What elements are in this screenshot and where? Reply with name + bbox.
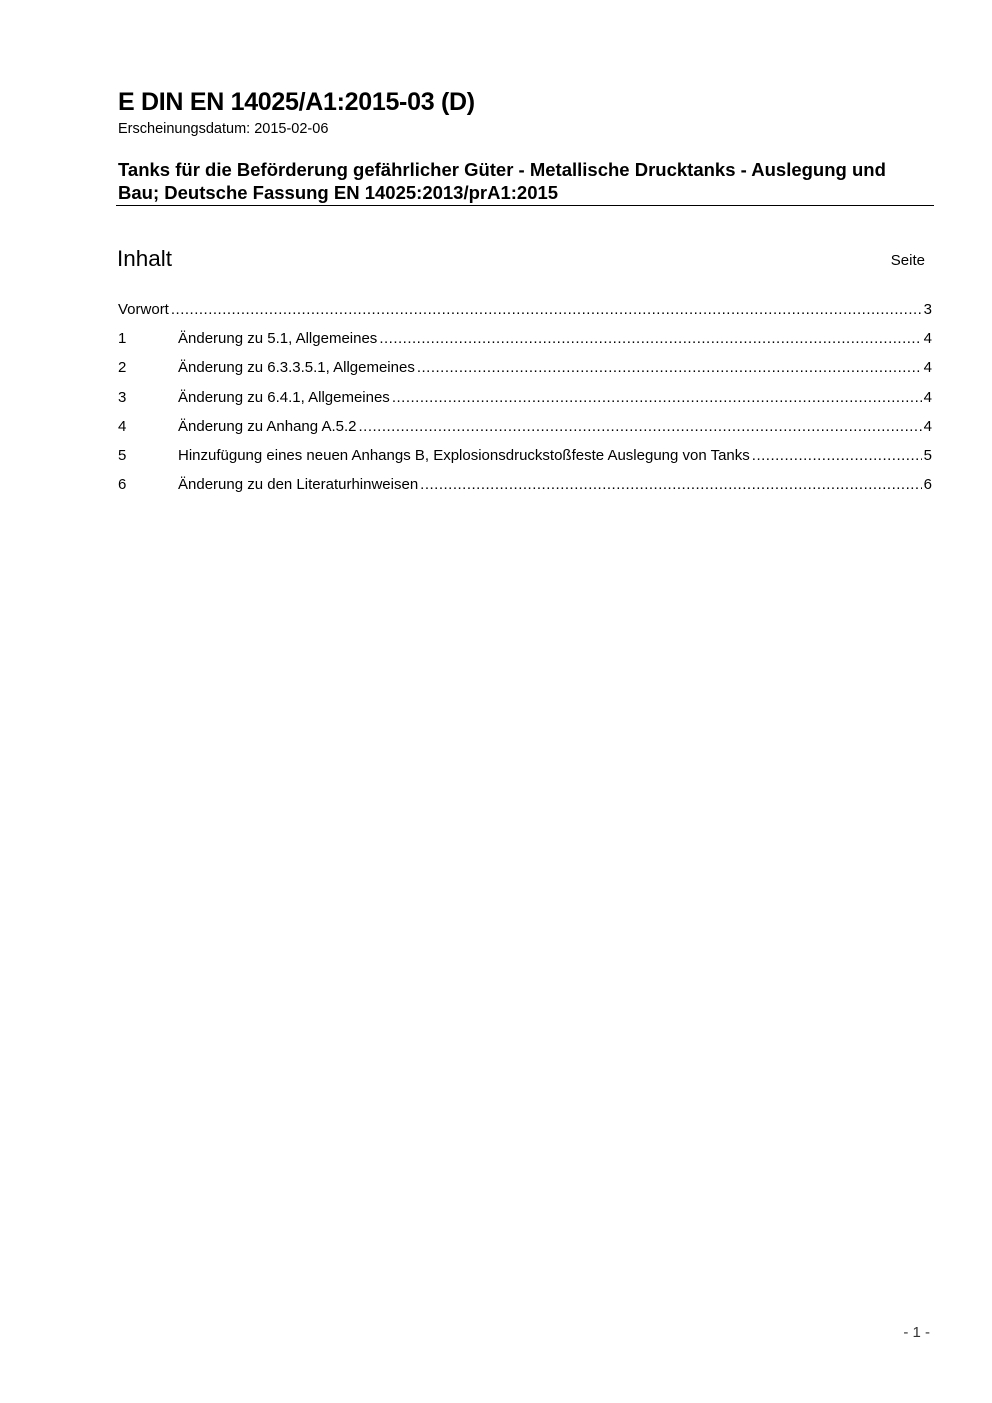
toc-entry-number: 4 — [118, 417, 127, 435]
toc-entry-number: 3 — [118, 388, 127, 406]
toc-entry-6[interactable] — [118, 476, 932, 505]
toc-entry-page: 4 — [923, 388, 932, 406]
toc-dot-leader — [379, 330, 921, 347]
toc-entry-5[interactable] — [118, 447, 932, 476]
publication-date: Erscheinungsdatum: 2015-02-06 — [118, 121, 329, 137]
toc-entry-text: Änderung zu den Literaturhinweisen — [178, 476, 419, 494]
toc-entry-2[interactable] — [118, 359, 932, 388]
page-number: - 1 - — [903, 1324, 930, 1341]
toc-entry-3[interactable] — [118, 389, 932, 418]
toc-entry-vorwort[interactable] — [118, 301, 932, 330]
table-of-contents — [118, 301, 932, 505]
toc-heading: Inhalt — [117, 246, 173, 271]
document-title: Tanks für die Beförderung gefährlicher Güter - Metallische Drucktanks - Auslegung und Bau; Deutsche Fassung EN 14025:2013/prA1:2015 — [118, 159, 886, 203]
document-id: E DIN EN 14025/A1:2015-03 (D) — [118, 88, 475, 116]
toc-dot-leader — [420, 476, 921, 493]
toc-entry-4[interactable] — [118, 418, 932, 447]
toc-entry-page: 3 — [923, 301, 932, 318]
toc-dot-leader — [392, 389, 922, 406]
toc-dot-leader — [171, 301, 922, 318]
toc-entry-number: 5 — [118, 446, 127, 464]
toc-dot-leader — [752, 447, 922, 464]
toc-entry-number: 2 — [118, 359, 127, 377]
toc-entry-page: 4 — [923, 330, 932, 348]
toc-entry-number: 6 — [118, 476, 127, 494]
toc-entry-text: Hinzufügung eines neuen Anhangs B, Explosionsdruckstoßfeste Auslegung von Tanks — [178, 446, 750, 464]
toc-entry-text: Änderung zu Anhang A.5.2 — [178, 417, 357, 435]
toc-entry-text: Änderung zu 5.1, Allgemeines — [178, 330, 378, 348]
toc-entry-number: 1 — [118, 330, 127, 348]
toc-entry-text: Vorwort — [118, 301, 169, 318]
toc-entry-1[interactable] — [118, 330, 932, 359]
toc-page-label: Seite — [890, 252, 925, 269]
toc-dot-leader — [417, 359, 922, 376]
toc-entry-page: 5 — [923, 446, 932, 464]
toc-entry-page: 4 — [923, 359, 932, 377]
toc-entry-text: Änderung zu 6.4.1, Allgemeines — [178, 388, 390, 406]
toc-dot-leader — [358, 418, 921, 435]
toc-entry-text: Änderung zu 6.3.3.5.1, Allgemeines — [178, 359, 415, 377]
toc-entry-page: 4 — [923, 417, 932, 435]
toc-entry-page: 6 — [923, 476, 932, 494]
title-divider — [116, 205, 934, 206]
